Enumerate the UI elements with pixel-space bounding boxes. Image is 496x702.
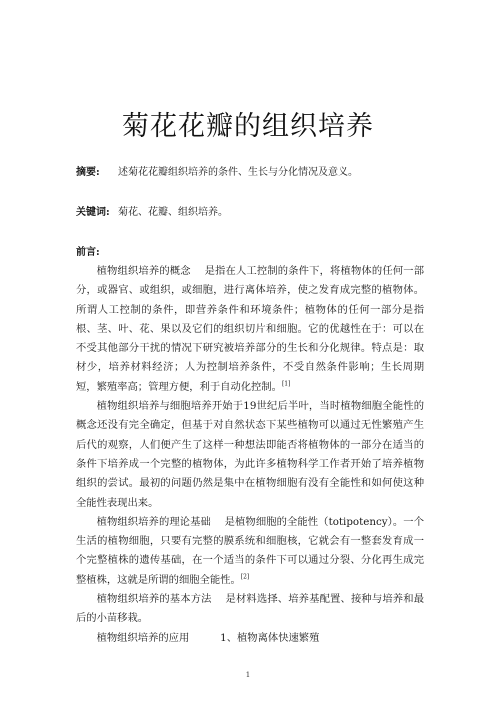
paragraph-methods — [76, 590, 424, 629]
document-title: 菊花花瓣的组织培养 — [122, 111, 374, 142]
paragraph-history — [76, 397, 424, 513]
body-text — [76, 262, 424, 648]
page-number: 1 — [245, 671, 251, 679]
paragraph-text: 植物组织培养的概念 是指在人工控制的条件下，将植物体的任何一部分，或器官、或组织，或细胞，进行离体培养，使之发育成完整的植物体。所谓人工控制的条件，即营养条件和环境条件；植物体的任何一部分是指根、茎、叶、花、果以及它们的组织切片和细胞。它的优越性在于：可以在不受其他部分干扰的情况下研究被培养部分的生长和分化规律。特点是：取材少，培养材料经济；人为控制培养条件，不受自然条件影响；生长周期短，繁殖率高；管理方便，利于自动化控制。 — [76, 265, 424, 393]
paragraph-text: 植物组织培养的基本方法 是材料选择、培养基配置、接种与培养和最后的小苗移栽。 — [76, 593, 424, 625]
reference-marker: [1] — [281, 380, 291, 388]
abstract-text: 述菊花花瓣组织培养的条件、生长与分化情况及意义。 — [118, 167, 358, 178]
paragraph-applications — [76, 629, 424, 648]
paragraph-text: 植物组织培养的理论基础 是植物细胞的全能性（totipotency）。一个生活的植物细胞，只要有完整的膜系统和细胞核，它就会有一整套发育成一个完整植株的遗传基础，在一个适当的条件下可以通过分裂、分化再生成完整植株，这就是所谓的细胞全能性。 — [76, 515, 424, 586]
keywords-label: 关键词: — [76, 207, 110, 218]
paragraph-text: 植物组织培养的应用 1、植物离体快速繁殖 — [96, 631, 320, 644]
preface-label: 前言: — [76, 247, 100, 258]
abstract-label: 摘要: — [76, 167, 100, 178]
paragraph-theory — [76, 513, 424, 590]
paragraph-text: 植物组织培养与细胞培养开始于19世纪后半叶，当时植物细胞全能性的概念还没有完全确定，但基于对自然状态下某些植物可以通过无性繁殖产生后代的观察，人们便产生了这样一种想法即能否将植物体的一部分在适当的条件下培养成一个完整的植物体，为此许多植物科学工作者开始了培养植物组织的尝试。最初的问题仍然是集中在植物细胞有没有全能性和如何使这种全能性表现出来。 — [76, 400, 424, 509]
reference-marker: [2] — [240, 573, 250, 581]
paragraph-concept — [76, 262, 424, 397]
keywords-text: 菊花、花瓣、组织培养。 — [118, 207, 228, 218]
